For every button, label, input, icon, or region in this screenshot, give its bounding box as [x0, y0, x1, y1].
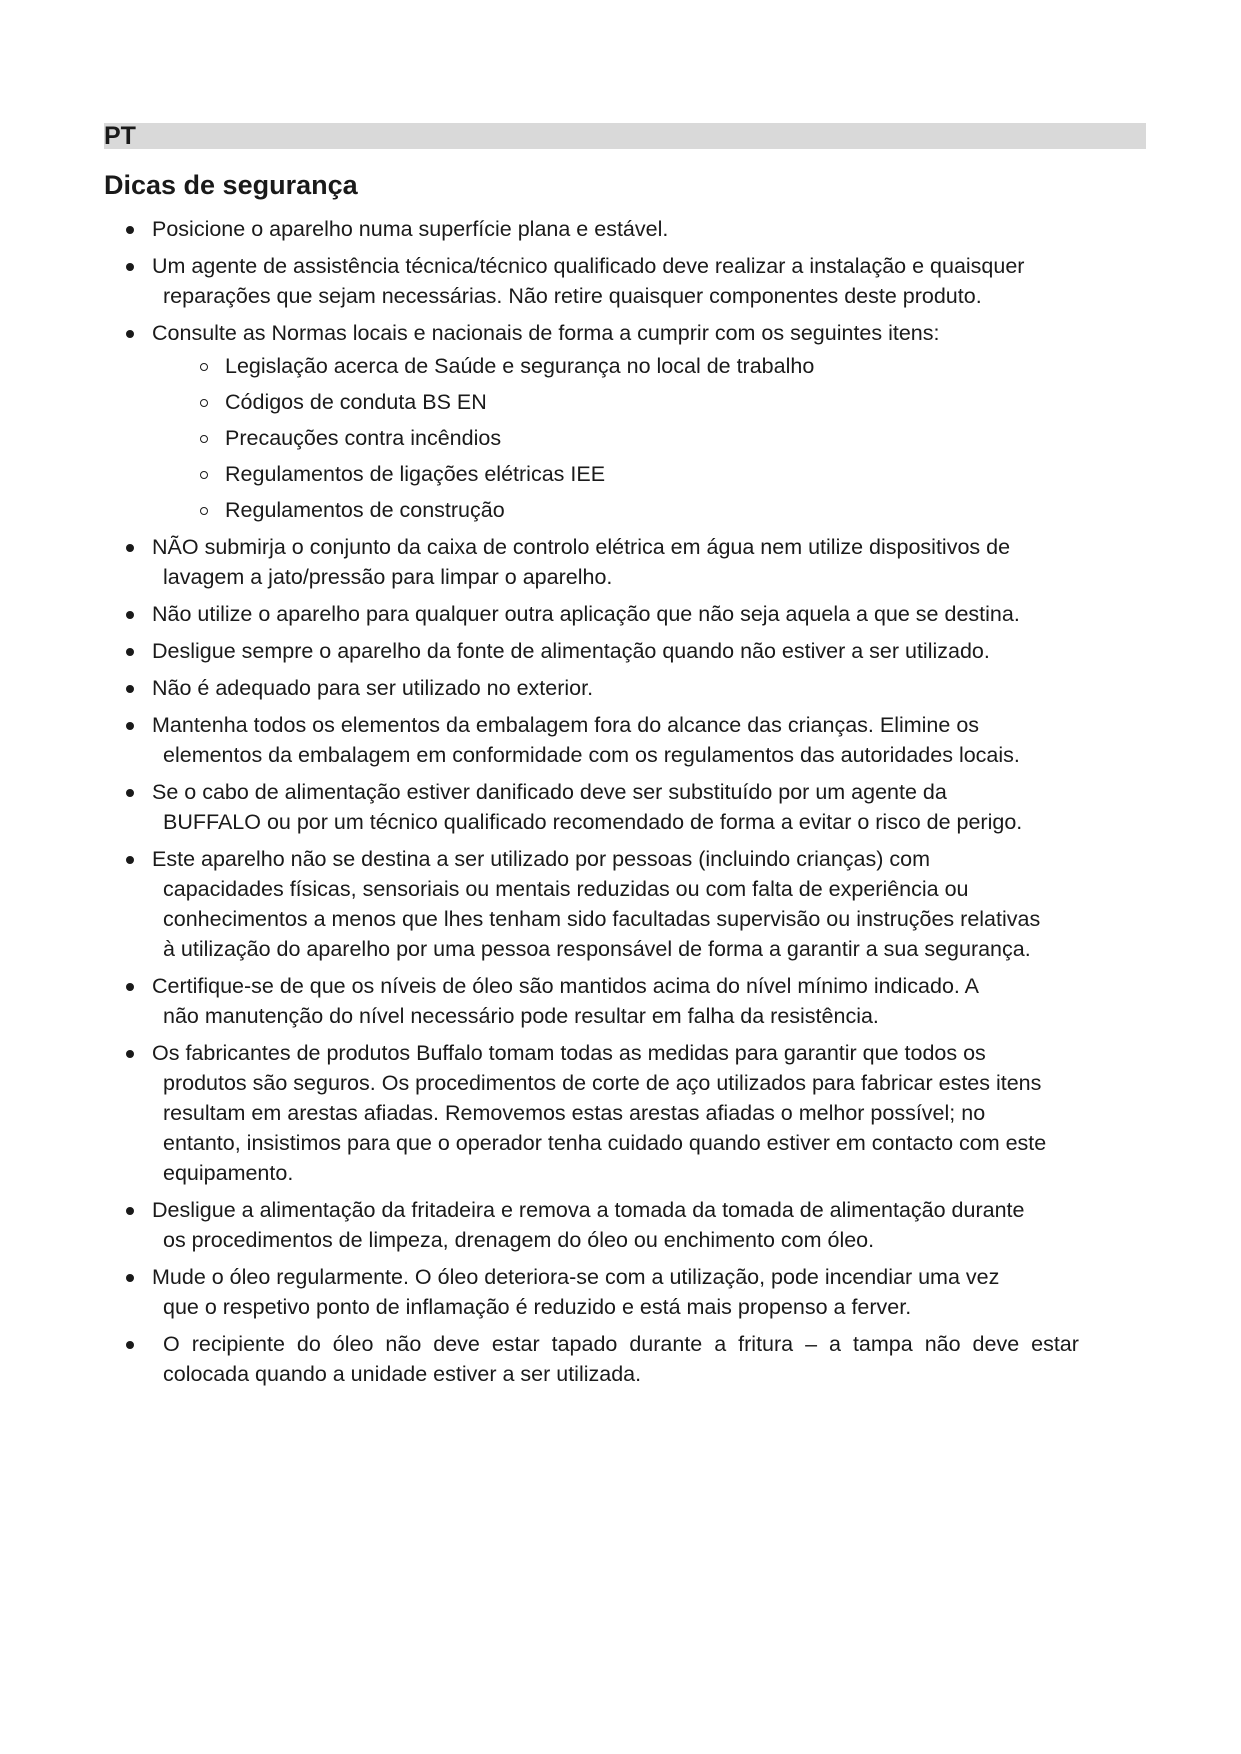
item-text: reparações que sejam necessárias. Não retire quaisquer componentes deste produto. — [163, 284, 982, 308]
item-text: Não utilize o aparelho para qualquer outra aplicação que não seja aquela a que se destina. — [152, 602, 1020, 626]
bullet-icon — [126, 330, 134, 338]
item-text: produtos são seguros. Os procedimentos de corte de aço utilizados para fabricar estes itens — [163, 1071, 1042, 1095]
item-text: Consulte as Normas locais e nacionais de forma a cumprir com os seguintes itens: — [152, 321, 940, 345]
circle-bullet-icon — [200, 507, 208, 515]
item-text: Este aparelho não se destina a ser utilizado por pessoas (incluindo crianças) com — [152, 847, 931, 871]
list-item — [0, 532, 1241, 592]
bullet-icon — [126, 1050, 134, 1058]
circle-bullet-icon — [200, 363, 208, 371]
list-item — [0, 251, 1241, 311]
item-text: não manutenção do nível necessário pode resultar em falha da resistência. — [163, 1004, 879, 1028]
item-text: Mantenha todos os elementos da embalagem fora do alcance das crianças. Elimine os — [152, 713, 980, 737]
safety-list — [0, 214, 1241, 1396]
item-text: entanto, insistimos para que o operador tenha cuidado quando estiver em contacto com este — [163, 1131, 1047, 1155]
language-code: PT — [104, 122, 136, 150]
bullet-icon — [126, 544, 134, 552]
sub-list-item: Legislação acerca de Saúde e segurança no local de trabalho — [152, 351, 1141, 381]
section-title: Dicas de segurança — [104, 170, 358, 200]
circle-bullet-icon — [200, 435, 208, 443]
sub-list-item: Códigos de conduta BS EN — [152, 387, 1141, 417]
item-text: lavagem a jato/pressão para limpar o aparelho. — [163, 565, 613, 589]
item-text: Desligue a alimentação da fritadeira e remova a tomada da tomada de alimentação durante — [152, 1198, 1025, 1222]
bullet-icon — [126, 611, 134, 619]
item-text: Os fabricantes de produtos Buffalo tomam todas as medidas para garantir que todos os — [152, 1041, 986, 1065]
item-text: colocada quando a unidade estiver a ser utilizada. — [163, 1362, 642, 1386]
list-item — [0, 710, 1241, 770]
item-text: Certifique-se de que os níveis de óleo são mantidos acima do nível mínimo indicado. A — [152, 974, 980, 998]
item-text: resultam em arestas afiadas. Removemos estas arestas afiadas o melhor possível; no — [163, 1101, 986, 1125]
list-item — [0, 599, 1241, 629]
item-text: conhecimentos a menos que lhes tenham sido facultadas supervisão ou instruções relativas — [163, 907, 1041, 931]
circle-bullet-icon — [200, 399, 208, 407]
item-text: Desligue sempre o aparelho da fonte de alimentação quando não estiver a ser utilizado. — [152, 639, 990, 663]
bullet-icon — [126, 722, 134, 730]
sub-list — [152, 351, 1141, 525]
language-bar — [104, 123, 1146, 149]
item-text: elementos da embalagem em conformidade com os regulamentos das autoridades locais. — [163, 743, 1020, 767]
item-text: BUFFALO ou por um técnico qualificado recomendado de forma a evitar o risco de perigo. — [163, 810, 1023, 834]
bullet-icon — [126, 263, 134, 271]
bullet-icon — [126, 648, 134, 656]
item-text: Mude o óleo regularmente. O óleo deteriora-se com a utilização, pode incendiar uma vez — [152, 1265, 1000, 1289]
list-item — [0, 777, 1241, 837]
bullet-icon — [126, 1207, 134, 1215]
bullet-icon — [126, 226, 134, 234]
list-item — [0, 673, 1241, 703]
list-item — [0, 1329, 1241, 1389]
item-text: O recipiente do óleo não deve estar tapado durante a fritura – a tampa não deve estar — [163, 1332, 1079, 1356]
item-text: equipamento. — [163, 1161, 294, 1185]
list-item — [0, 318, 1241, 525]
sub-list-item: Precauções contra incêndios — [152, 423, 1141, 453]
list-item — [0, 1195, 1241, 1255]
list-item — [0, 1038, 1241, 1188]
list-item — [0, 971, 1241, 1031]
item-text: à utilização do aparelho por uma pessoa responsável de forma a garantir a sua segurança. — [163, 937, 1031, 961]
item-text: NÃO submirja o conjunto da caixa de controlo elétrica em água nem utilize dispositivos de — [152, 535, 1011, 559]
bullet-icon — [126, 789, 134, 797]
list-item — [0, 844, 1241, 964]
item-text: Não é adequado para ser utilizado no exterior. — [152, 676, 594, 700]
item-text: Um agente de assistência técnica/técnico qualificado deve realizar a instalação e quaisquer — [152, 254, 1025, 278]
bullet-icon — [126, 1341, 134, 1349]
item-text: Posicione o aparelho numa superfície plana e estável. — [152, 217, 669, 241]
bullet-icon — [126, 1274, 134, 1282]
item-text: os procedimentos de limpeza, drenagem do óleo ou enchimento com óleo. — [163, 1228, 875, 1252]
list-item — [0, 1262, 1241, 1322]
bullet-icon — [126, 856, 134, 864]
list-item — [0, 214, 1241, 244]
item-text: Se o cabo de alimentação estiver danificado deve ser substituído por um agente da — [152, 780, 947, 804]
item-text: capacidades físicas, sensoriais ou mentais reduzidas ou com falta de experiência ou — [163, 877, 969, 901]
item-text: que o respetivo ponto de inflamação é reduzido e está mais propenso a ferver. — [163, 1295, 912, 1319]
bullet-icon — [126, 685, 134, 693]
list-item — [0, 636, 1241, 666]
circle-bullet-icon — [200, 471, 208, 479]
bullet-icon — [126, 983, 134, 991]
sub-list-item: Regulamentos de construção — [152, 495, 1141, 525]
sub-list-item: Regulamentos de ligações elétricas IEE — [152, 459, 1141, 489]
